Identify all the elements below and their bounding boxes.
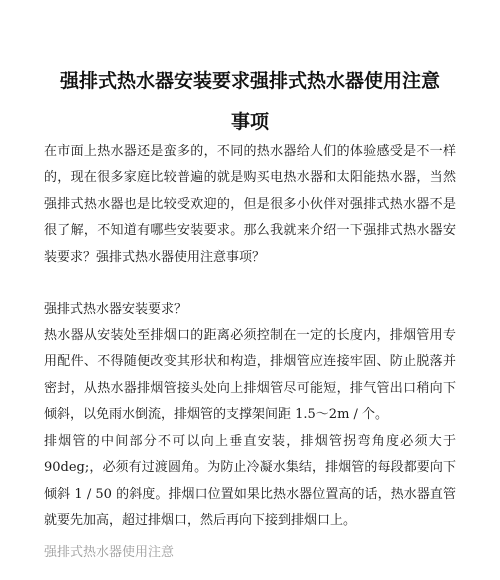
cutoff-text: 强排式热水器使用注意: [44, 545, 175, 560]
paragraph-installation-1: 热水器从安装处至排烟口的距离必须控制在一定的长度内，排烟管用专用配件、不得随便改变其形状和构造，排烟管应连接牢固、防止脱落并密封，从热水器排烟管接头处向上排烟管尽可能短，排气管出口稍向下倾斜，以免雨水倒流，排烟管的支撑架间距 1.5～2m / 个。: [44, 328, 456, 423]
section-heading: 强排式热水器安装要求？: [44, 302, 188, 317]
cutoff-text-line: [44, 545, 194, 565]
intro-paragraph: 在市面上热水器还是蛮多的，不同的热水器给人们的体验感受是不一样的，现在很多家庭比较普遍的就是购买电热水器和太阳能热水器，当然强排式热水器也是比较受欢迎的，但是很多小伙伴对强排式热水器不是很了解，不知道有哪些安装要求。那么我就来介绍一下强排式热水器安装要求？强排式热水器使用注意事项？: [44, 144, 456, 265]
paragraph-installation-2: 排烟管的中间部分不可以向上垂直安装，排烟管拐弯角度必须大于 90deg;，必须有过渡圆角。为防止冷凝水集结，排烟管的每段都要向下倾斜 1 / 50 的斜度。排烟口位置如果比热水器位置高的话，热水器直管就要先加高，超过排烟口，然后再向下接到排烟口上。: [44, 434, 456, 529]
article-title-line2: 事项: [230, 111, 269, 133]
article-title-line1: 强排式热水器安装要求强排式热水器使用注意: [59, 70, 440, 92]
